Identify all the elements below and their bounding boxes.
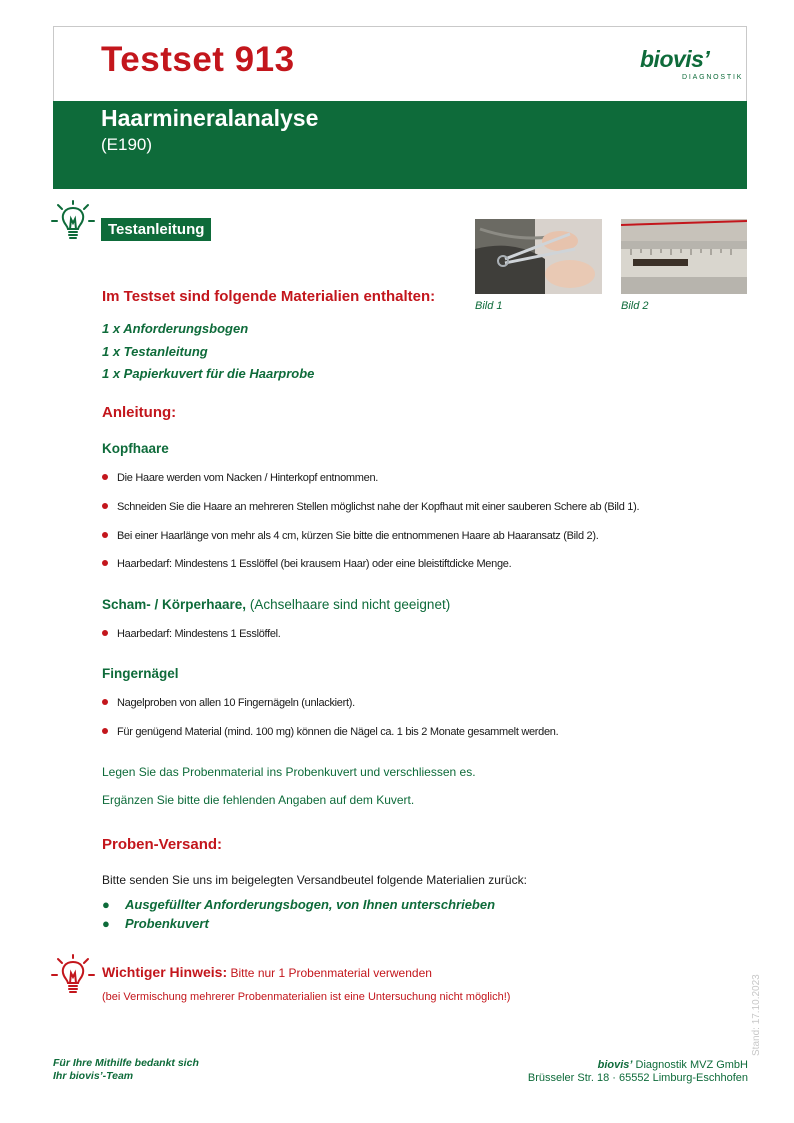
- shipping-item: ● Ausgefüllter Anforderungsbogen, von Ihnen unterschrieben: [102, 897, 496, 912]
- list-item: Haarbedarf: Mindestens 1 Esslöffel (bei krausem Haar) oder eine bleistiftdicke Menge.: [102, 558, 511, 570]
- list-item: Nagelproben von allen 10 Fingernägeln (unlackiert).: [102, 697, 355, 709]
- bullet-dot: [102, 699, 108, 705]
- materials-heading: Im Testset sind folgende Materialien enthalten:: [102, 288, 436, 305]
- photo-hair-ruler: [621, 219, 747, 294]
- list-item: Für genügend Material (mind. 100 mg) können die Nägel ca. 1 bis 2 Monate gesammelt werden.: [102, 726, 558, 738]
- lightbulb-icon: [50, 953, 96, 999]
- bullet-dot: ●: [102, 916, 110, 931]
- scham-heading: Scham- / Körperhaare, (Achselhaare sind nicht geeignet): [102, 597, 451, 612]
- hint-label: Wichtiger Hinweis:: [102, 964, 228, 980]
- material-item: 1 x Anforderungsbogen: [102, 321, 249, 336]
- photo-hair-cutting: [475, 219, 602, 294]
- instructions-heading: Anleitung:: [102, 404, 177, 421]
- footer-brand: biovis’: [597, 1059, 633, 1071]
- caption-bild-1: Bild 1: [475, 300, 503, 312]
- footer-address: Brüsseler Str. 18 · 65552 Limburg-Eschhofen: [527, 1072, 748, 1084]
- footer-thanks-1: Für Ihre Mithilfe bedankt sich: [53, 1057, 199, 1069]
- biovis-logo: [640, 46, 748, 86]
- bullet-dot: [102, 532, 108, 538]
- closing-text: Legen Sie das Probenmaterial ins Probenkuvert und verschliessen es.: [102, 765, 476, 779]
- footer-company: biovis’ Diagnostik MVZ GmbH: [597, 1059, 748, 1071]
- shipping-item: ● Probenkuvert: [102, 916, 209, 931]
- important-hint: [102, 964, 432, 980]
- shipping-heading: Proben-Versand:: [102, 836, 223, 853]
- bullet-dot: ●: [102, 897, 110, 912]
- bullet-dot: [102, 630, 108, 636]
- bullet-dot: [102, 474, 108, 480]
- hint-text: Bitte nur 1 Probenmaterial verwenden: [230, 966, 432, 980]
- hint-detail: (bei Vermischung mehrerer Probenmaterialien ist eine Untersuchung nicht möglich!): [102, 991, 511, 1003]
- footer-thanks-2: Ihr biovis’-Team: [53, 1070, 134, 1082]
- bullet-dot: [102, 560, 108, 566]
- logo-text: biovis’: [640, 46, 710, 72]
- closing-text: Ergänzen Sie bitte die fehlenden Angaben auf dem Kuvert.: [102, 793, 415, 807]
- material-item: 1 x Testanleitung: [102, 344, 208, 359]
- list-item: Haarbedarf: Mindestens 1 Esslöffel.: [102, 628, 281, 640]
- fingernaegel-heading: Fingernägel: [102, 666, 179, 681]
- bullet-dot: [102, 503, 108, 509]
- scham-note: (Achselhaare sind nicht geeignet): [249, 597, 451, 612]
- bullet-dot: [102, 728, 108, 734]
- date-stamp: Stand: 17.10.2023: [751, 974, 762, 1056]
- kopfhaare-heading: Kopfhaare: [102, 441, 169, 456]
- page-title: Testset 913: [101, 40, 295, 79]
- title-band: [53, 101, 747, 189]
- section-label: Testanleitung: [101, 218, 211, 241]
- list-item: Die Haare werden vom Nacken / Hinterkopf entnommen.: [102, 472, 378, 484]
- test-name: Haarmineralanalyse: [101, 105, 319, 131]
- test-code: (E190): [101, 135, 153, 154]
- list-item: Schneiden Sie die Haare an mehreren Stellen möglichst nahe der Kopfhaut mit einer sauberen Schere ab (Bild 1).: [102, 501, 639, 513]
- logo-subtitle: DIAGNOSTIK: [682, 74, 744, 81]
- material-item: 1 x Papierkuvert für die Haarprobe: [102, 366, 315, 381]
- lightbulb-icon: [50, 199, 96, 245]
- caption-bild-2: Bild 2: [621, 300, 649, 312]
- shipping-intro: Bitte senden Sie uns im beigelegten Versandbeutel folgende Materialien zurück:: [102, 873, 527, 887]
- list-item: Bei einer Haarlänge von mehr als 4 cm, kürzen Sie bitte die entnommenen Haare ab Haaransatz (Bild 2).: [102, 530, 598, 542]
